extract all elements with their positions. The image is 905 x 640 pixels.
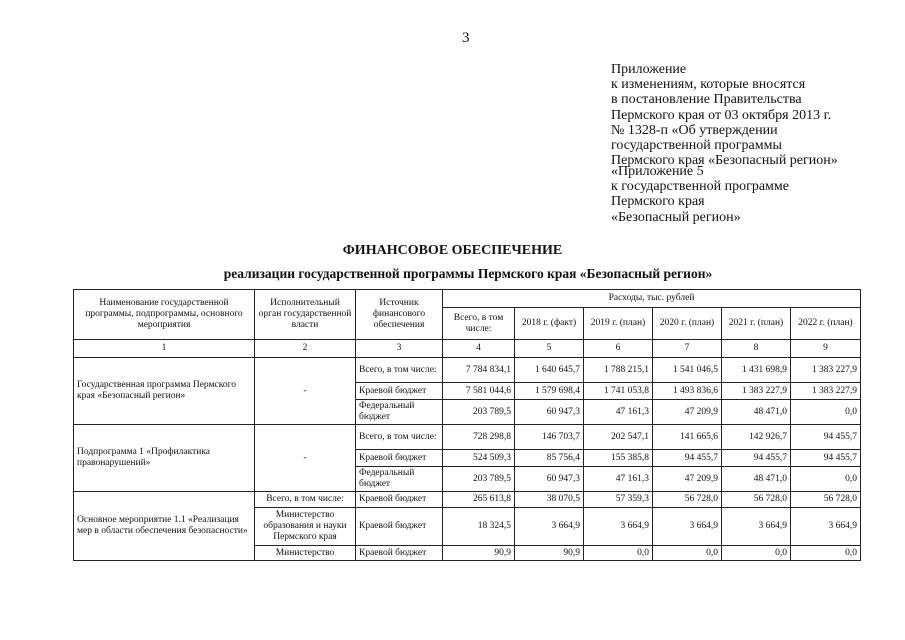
executor-cell: Всего, в том числе:: [255, 492, 356, 508]
program-name-cell: Подпрограмма 1 «Профилактика правонарушений»: [74, 425, 255, 492]
appendix-line: «Приложение 5: [611, 164, 704, 179]
header-source: Источник финансового обеспечения: [356, 290, 443, 340]
value-cell: 155 385,8: [584, 450, 653, 467]
value-cell: 60 947,3: [515, 400, 584, 425]
appendix-line: Пермского края от 03 октября 2013 г.: [611, 107, 832, 123]
value-cell: 146 703,7: [515, 425, 584, 450]
value-cell: 1 788 215,1: [584, 358, 653, 383]
value-cell: 3 664,9: [653, 508, 722, 546]
value-cell: 7 784 834,1: [443, 358, 515, 383]
value-cell: 0,0: [584, 546, 653, 561]
source-cell: Всего, в том числе:: [356, 425, 443, 450]
col-number: 6: [584, 340, 653, 358]
value-cell: 7 581 044,6: [443, 383, 515, 400]
source-cell: Всего, в том числе:: [356, 358, 443, 383]
value-cell: 142 926,7: [722, 425, 791, 450]
header-total: Всего, в том числе:: [443, 308, 515, 340]
value-cell: 265 613,8: [443, 492, 515, 508]
value-cell: 47 209,9: [653, 400, 722, 425]
source-cell: Федеральный бюджет: [356, 467, 443, 492]
appendix-5-note: [611, 164, 789, 225]
executor-cell: Министерство: [255, 546, 356, 561]
value-cell: 48 471,0: [722, 400, 791, 425]
value-cell: 1 383 227,9: [791, 358, 861, 383]
header-2022: 2022 г. (план): [791, 308, 861, 340]
appendix-line: «Безопасный регион»: [611, 209, 741, 225]
executor-cell: Министерство образования и науки Пермского края: [255, 508, 356, 546]
source-cell: Федеральный бюджет: [356, 400, 443, 425]
value-cell: 47 161,3: [584, 467, 653, 492]
table-row: [74, 358, 861, 383]
value-cell: 3 664,9: [584, 508, 653, 546]
appendix-line: Пермского края: [611, 194, 705, 210]
value-cell: 0,0: [791, 400, 861, 425]
appendix-line: в постановление Правительства: [611, 92, 802, 108]
header-expenses: Расходы, тыс. рублей: [443, 290, 861, 308]
value-cell: 0,0: [791, 467, 861, 492]
col-number: 3: [356, 340, 443, 358]
program-name-cell: Государственная программа Пермского края «Безопасный регион»: [74, 358, 255, 425]
value-cell: 0,0: [791, 546, 861, 561]
value-cell: 203 789,5: [443, 467, 515, 492]
value-cell: 85 756,4: [515, 450, 584, 467]
source-cell: Краевой бюджет: [356, 508, 443, 546]
document-title: ФИНАНСОВОЕ ОБЕСПЕЧЕНИЕ: [342, 243, 563, 258]
value-cell: 90,9: [515, 546, 584, 561]
value-cell: 3 664,9: [722, 508, 791, 546]
source-cell: Краевой бюджет: [356, 492, 443, 508]
value-cell: 1 741 053,8: [584, 383, 653, 400]
value-cell: 38 070,5: [515, 492, 584, 508]
program-name-cell: Основное мероприятие 1.1 «Реализация мер в области обеспечения безопасности»: [74, 492, 255, 561]
header-name: Наименование государственной программы, подпрограммы, основного мероприятия: [74, 290, 255, 340]
value-cell: 47 209,9: [653, 467, 722, 492]
value-cell: 203 789,5: [443, 400, 515, 425]
value-cell: 94 455,7: [791, 450, 861, 467]
value-cell: 728 298,8: [443, 425, 515, 450]
col-number: 1: [74, 340, 255, 358]
appendix-line: государственной программы: [611, 138, 782, 154]
value-cell: 47 161,3: [584, 400, 653, 425]
value-cell: 94 455,7: [791, 425, 861, 450]
col-number: 9: [791, 340, 861, 358]
value-cell: 56 728,0: [791, 492, 861, 508]
col-number: 5: [515, 340, 584, 358]
financing-table: [73, 289, 861, 561]
value-cell: 524 509,3: [443, 450, 515, 467]
table-row: [74, 425, 861, 450]
executor-cell: -: [255, 425, 356, 492]
appendix-line: к изменениям, которые вносятся: [611, 77, 806, 93]
value-cell: 56 728,0: [653, 492, 722, 508]
source-cell: Краевой бюджет: [356, 450, 443, 467]
value-cell: 94 455,7: [722, 450, 791, 467]
appendix-note: [611, 62, 838, 168]
appendix-line: Приложение: [611, 62, 687, 77]
value-cell: 1 431 698,9: [722, 358, 791, 383]
header-2021: 2021 г. (план): [722, 308, 791, 340]
value-cell: 57 359,3: [584, 492, 653, 508]
appendix-line: Пермского края «Безопасный регион»: [611, 153, 838, 169]
col-number: 8: [722, 340, 791, 358]
value-cell: 48 471,0: [722, 467, 791, 492]
appendix-line: к государственной программе: [611, 179, 789, 195]
column-number-row: [74, 340, 861, 358]
document-subtitle: реализации государственной программы Пермского края «Безопасный регион»: [223, 266, 713, 281]
executor-cell: -: [255, 358, 356, 425]
value-cell: 1 640 645,7: [515, 358, 584, 383]
table-row: [74, 492, 861, 508]
value-cell: 1 383 227,9: [722, 383, 791, 400]
value-cell: 0,0: [653, 546, 722, 561]
col-number: 4: [443, 340, 515, 358]
source-cell: Краевой бюджет: [356, 383, 443, 400]
value-cell: 60 947,3: [515, 467, 584, 492]
value-cell: 56 728,0: [722, 492, 791, 508]
header-2018: 2018 г. (факт): [515, 308, 584, 340]
value-cell: 1 541 046,5: [653, 358, 722, 383]
header-2020: 2020 г. (план): [653, 308, 722, 340]
header-executor: Исполнительный орган государственной власти: [255, 290, 356, 340]
value-cell: 3 664,9: [515, 508, 584, 546]
value-cell: 18 324,5: [443, 508, 515, 546]
value-cell: 0,0: [722, 546, 791, 561]
page-number: 3: [462, 30, 470, 46]
value-cell: 141 665,6: [653, 425, 722, 450]
col-number: 7: [653, 340, 722, 358]
source-cell: Краевой бюджет: [356, 546, 443, 561]
value-cell: 90,9: [443, 546, 515, 561]
appendix-line: № 1328-п «Об утверждении: [611, 122, 778, 138]
value-cell: 1 579 698,4: [515, 383, 584, 400]
col-number: 2: [255, 340, 356, 358]
header-2019: 2019 г. (план): [584, 308, 653, 340]
value-cell: 3 664,9: [791, 508, 861, 546]
value-cell: 94 455,7: [653, 450, 722, 467]
value-cell: 1 493 836,6: [653, 383, 722, 400]
value-cell: 202 547,1: [584, 425, 653, 450]
value-cell: 1 383 227,9: [791, 383, 861, 400]
